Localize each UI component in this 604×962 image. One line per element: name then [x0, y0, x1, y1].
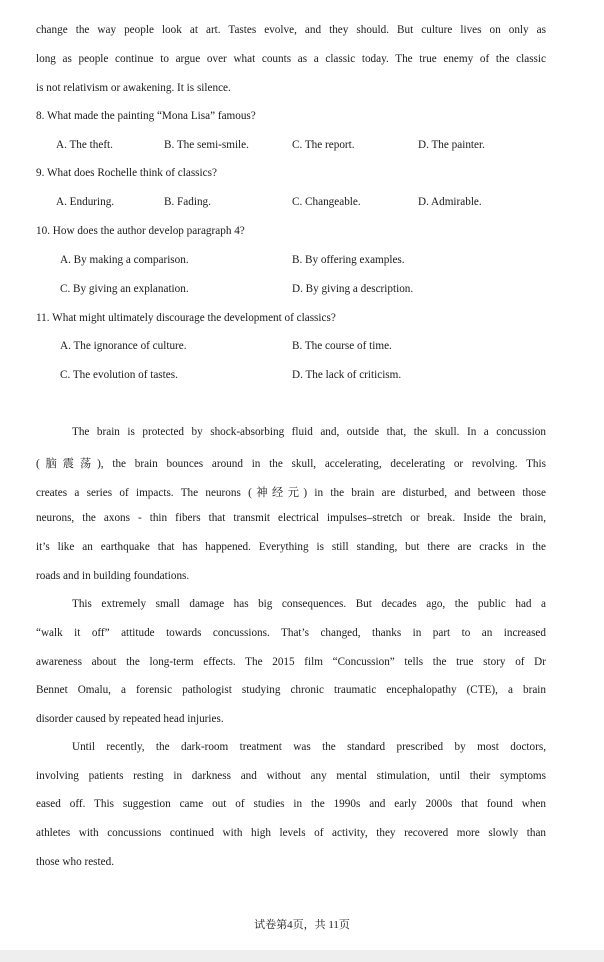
question-8-option-b: B. The semi-smile.: [164, 139, 249, 151]
passage-line: neurons, the axons - thin fibers that transmit electrical impulses–stretch or break. Inside the brain,: [36, 512, 546, 524]
question-9-option-a: A. Enduring.: [56, 196, 115, 208]
page-number-footer: 试卷第4页，共 11页: [254, 919, 350, 931]
passage-line: it’s like an earthquake that has happened. Everything is still standing, but there are cracks in the: [36, 541, 546, 553]
page-bottom-band: [0, 950, 604, 962]
intro-line: change the way people look at art. Tastes evolve, and they should. But culture lives on only as: [36, 24, 546, 36]
passage-line: athletes with concussions continued with high levels of activity, they recovered more slowly than: [36, 827, 546, 839]
passage-line: This extremely small damage has big consequences. But decades ago, the public had a: [72, 598, 546, 610]
question-10-option-c: C. By giving an explanation.: [60, 283, 189, 295]
passage-line: Bennet Omalu, a forensic pathologist studying chronic traumatic encephalopathy (CTE), a brain: [36, 684, 546, 696]
question-10-option-d: D. By giving a description.: [292, 283, 414, 295]
question-9-option-c: C. Changeable.: [292, 196, 361, 208]
question-9-option-b: B. Fading.: [164, 196, 211, 208]
question-11-option-b: B. The course of time.: [292, 340, 392, 352]
question-stem-9: 9. What does Rochelle think of classics?: [36, 167, 217, 179]
question-stem-10: 10. How does the author develop paragraph 4?: [36, 225, 245, 237]
question-8-option-c: C. The report.: [292, 139, 355, 151]
passage-line: eased off. This suggestion came out of studies in the 1990s and early 2000s that found when: [36, 798, 546, 810]
question-9-option-d: D. Admirable.: [418, 196, 482, 208]
intro-line: long as people continue to argue over what counts as a classic today. The true enemy of the classic: [36, 53, 546, 65]
question-stem-8: 8. What made the painting “Mona Lisa” famous?: [36, 110, 256, 122]
intro-line: is not relativism or awakening. It is silence.: [36, 82, 231, 94]
passage-line: awareness about the long-term effects. The 2015 film “Concussion” tells the true story of Dr: [36, 656, 546, 668]
passage-line: involving patients resting in darkness and without any mental stimulation, until their symptoms: [36, 770, 546, 782]
passage-line: The brain is protected by shock-absorbing fluid and, outside that, the skull. In a concussion: [72, 426, 546, 438]
passage-line: Until recently, the dark-room treatment was the standard prescribed by most doctors,: [72, 741, 546, 753]
question-10-option-b: B. By offering examples.: [292, 254, 405, 266]
passage-line: roads and in building foundations.: [36, 570, 190, 582]
question-8-option-a: A. The theft.: [56, 139, 113, 151]
question-10-option-a: A. By making a comparison.: [60, 254, 189, 266]
passage-line: creates a series of impacts. The neurons (神经元) in the brain are disturbed, and between those: [36, 487, 546, 499]
question-stem-11: 11. What might ultimately discourage the development of classics?: [36, 312, 336, 324]
question-11-option-c: C. The evolution of tastes.: [60, 369, 178, 381]
question-11-option-d: D. The lack of criticism.: [292, 369, 402, 381]
passage-line: (脑震荡), the brain bounces around in the skull, accelerating, decelerating or revolving. This: [36, 458, 546, 470]
passage-line: disorder caused by repeated head injuries.: [36, 713, 224, 725]
passage-line: “walk it off” attitude towards concussions. That’s changed, thanks in part to an increased: [36, 627, 546, 639]
question-11-option-a: A. The ignorance of culture.: [60, 340, 187, 352]
passage-line: those who rested.: [36, 856, 114, 868]
question-8-option-d: D. The painter.: [418, 139, 485, 151]
